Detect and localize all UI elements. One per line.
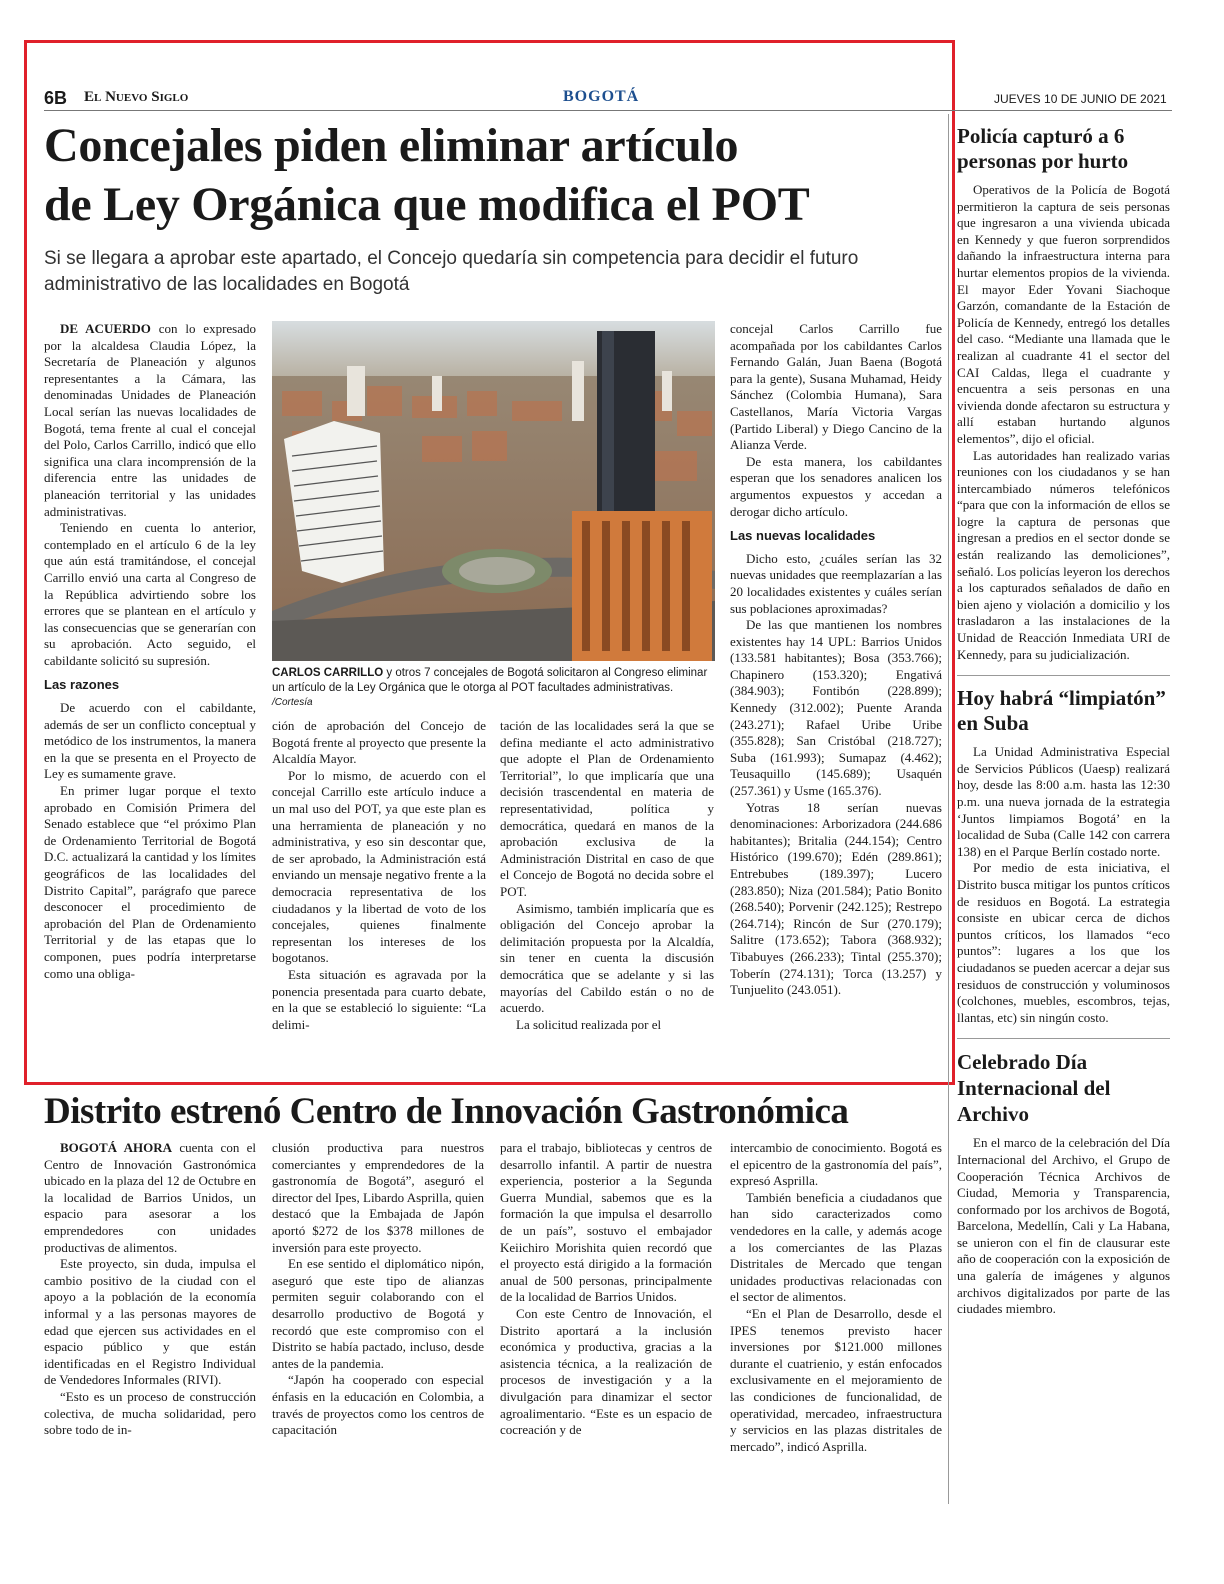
lead-word: DE ACUERDO [60,321,151,336]
paragraph: De acuerdo con el cabildante, además de ser un conflicto conceptual y metódico de los instrumentos, la manera en la que se presenta en el Proyecto de Ley es sumamente grave. [44,700,256,782]
header-rule [44,110,1172,111]
main-col-4 [730,321,942,999]
sidebar-headline-limpiaton: Hoy habrá “limpiatón” en Suba [957,686,1166,736]
city-aerial-image [272,321,715,661]
paragraph: Operativos de la Policía de Bogotá permitieron la captura de seis personas que ingresaron a una vivienda ubicada en Kennedy y que fueron sorprendidos dañando la infraestructura interna para hurtar elementos propios de la vivienda. El mayor Eder Yovani Siachoque Garzón, comandante de la Estación de Policía de Kennedy, entregó los detalles del caso. “Mediante una llamada que le realizan al cuadrante 41 el sector del CAI Caldas, llega el cuadrante y encuentra a seis personas en una vivienda donde afectaron su estructura y allí estaban hurtando algunos elementos”, dijo el oficial. [957,182,1170,446]
paragraph: La Unidad Administrativa Especial de Servicios Públicos (Uaesp) realizará hoy, desde las 8:00 a.m. hasta las 12:30 p.m. una nueva jornada de la estrategia ‘Juntos limpiamos Bogotá’ en la localidad de Suba (Calle 142 con carrera 138) en el Parque Berlín costado norte. [957,744,1170,859]
sidebar-headline-policia: Policía capturó a 6 personas por hurto [957,124,1129,173]
paragraph: De esta manera, los cabildantes esperan que los senadores analicen los argumentos expuestos y accedan a derogar dicho artículo. [730,453,942,519]
paragraph: “Esto es un proceso de construcción colectiva, de mucha solidaridad, pero sobre todo de in- [44,1388,256,1438]
paragraph: De las que mantienen los nombres existentes hay 14 UPL: Barrios Unidos (133.581 habitantes); Bosa (353.766); Chapinero (153.320); Engativá (384.903); Fontibón (228.899); Kennedy (312.002); Puente Aranda (243.271); Rafael Uribe Uribe (355.828); San Cristóbal (218.727); Suba (161.993); Sumapaz (4.462); Teusaquillo (145.689); Usaquén (257.361) y Usme (165.376). [730,617,942,799]
paragraph: “En el Plan de Desarrollo, desde el IPES tenemos previsto hacer inversiones por $121.000 millones durante el cuatrienio, y están enfocados exclusivamente en el mejoramiento de las condiciones de funcionalidad, de operatividad, mercadeo, infraestructura y servicios en las plazas distritales de mercado”, indicó Asprilla. [730,1305,942,1454]
paragraph: En el marco de la celebración del Día Internacional del Archivo, el Grupo de Cooperación Técnica Archivos de Ciudad, Memoria y Transparencia, conformado por los archivos de Bogotá, Barcelona, Medellín, Cali y La Habana, se unieron con el fin de clausurar este año de cooperación con la exposición de una galería de imágenes y algunos archivos digitalizados por parte de las ciudades miembro. [957,1135,1170,1317]
paragraph: La solicitud realizada por el [516,1016,662,1032]
paragraph: Esta situación es agravada por la ponencia presentada para cuarto debate, en la que se estableció lo siguiente: “La delimi- [272,966,486,1032]
article-photo [272,321,715,661]
paragraph: DE ACUERDO con lo expresado por la alcaldesa Claudia López, la Secretaría de Planeación y algunos representantes a la Cámara, las denominadas Unidades de Planeación Local serían las nuevas localidades de Bogotá, tema frente al cual el concejal del Polo, Carlos Carrillo, indicó que ello significa una clara incomprensión de la diferencia entre las unidades de planeación territorial y las unidades administrativas. [44,321,256,519]
main-headline [44,116,944,234]
main-headline-line1: Concejales piden eliminar artículo [44,119,739,172]
sidebar-rule [957,675,1170,676]
newspaper-name: El Nuevo Siglo [84,89,189,105]
paragraph: Este proyecto, sin duda, impulsa el cambio positivo de la ciudad con el apoyo a la población de la economía informal y a las personas mayores de edad que ejercen sus actividades en el espacio público y que están identificadas en el Registro Individual de Vendedores Informales (RIVI). [44,1256,256,1388]
paragraph: En ese sentido el diplomático nipón, aseguró que este tipo de alianzas permiten seguir colaborando con el desarrollo productivo de Bogotá y recordó que este compromiso con el Distrito se había pactado, incluso, desde antes de la pandemia. [272,1256,484,1371]
paragraph: Dicho esto, ¿cuáles serían las 32 nuevas unidades que reemplazarían a las 20 localidades existentes y cuáles serían sus poblaciones aproximadas? [730,550,942,616]
subhead-nuevas-localidades: Las nuevas localidades [730,528,876,544]
sidebar-story-limpiaton [957,744,1170,1026]
paragraph: “Japón ha cooperado con especial énfasis en la educación en Colombia, a través de proyectos como los centros de capacitación [272,1372,484,1438]
paragraph: BOGOTÁ AHORA cuenta con el Centro de Innovación Gastronómica ubicado en la plaza del 12 de Octubre en la localidad de Barrios Unidos, un espacio para asesorar a los emprendedores con unidades productivas de alimentos. [44,1140,256,1255]
photo-caption: CARLOS CARRILLO y otros 7 concejales de Bogotá solicitaron al Congreso eliminar un artículo de la Ley Orgánica que le otorga al POT facultades administrativas. /Cortesía [272,667,708,708]
paragraph: tación de las localidades será la que se defina mediante el acto administrativo que adopte el Plan de Ordenamiento Territorial”, lo que implicaría que una decisión trascendental en materia de representatividad, política y democrática, quedará en manos de la aprobación exclusiva de la Administración Distrital en caso de que el Concejo de Bogotá no decida sobre el POT. [500,718,714,899]
paragraph: En primer lugar porque el texto aprobado en Comisión Primera del Senado establece que “el próximo Plan de Ordenamiento Territorial de Bogotá D.C. actualizará la cantidad y los límites geográficos de las localidades del Distrito Capital”, parágrafo que parece desconocer el procedimiento de aprobación del Plan de Ordenamiento Territorial y de las etapas que lo componen, pues podría interpretarse como una obliga- [44,783,256,981]
paragraph: Por lo mismo, de acuerdo con el concejal Carrillo este artículo induce a un mal uso del POT, ya que este plan es una herramienta de planeación y no administrativa, y eso sin descontar que, de ser aprobado, la Administración está enviando un mensaje negativo frente a la democracia representativa de los ciudadanos y la libertad de voto de los concejales, quienes finalmente representan los intereses de los bogotanos. [272,767,486,966]
main-col-2 [272,718,486,1033]
sidebar-story-archivo [957,1135,1170,1318]
main-col-1 [44,321,256,982]
paragraph: Yotras 18 serían nuevas denominaciones: Arborizadora (244.686 habitantes); Britalia (244.154); Centro Histórico (199.670); Edén (289.861); Entrebubes (189.397); Lucero (283.850); Niza (201.584); Patio Bonito (268.540); Porvenir (242.125); Restrepo (264.714); Rincón de Sur (270.179); Salitre (173.652); Tabora (368.932); Tibabuyes (266.233); Tintal (255.370); Toberín (274.131); Torca (13.257) y Tunjuelito (243.051). [730,799,942,998]
main-headline-line2: de Ley Orgánica que modifica el POT [44,178,810,231]
sidebar-divider [948,114,949,1504]
sidebar [957,124,1170,1318]
gastro-col-3 [500,1140,712,1439]
paragraph: para el trabajo, bibliotecas y centros de desarrollo infantil. A partir de nuestra experiencia, posterior a la Segunda Guerra Mundial, sabemos que es la formación la que impulsa el desarrollo de un país”, sostuvo el embajador Keiichiro Morishita quien recordó que el proyecto está dirigido a la formación anual de 500 personas, principalmente de la localidad de Barrios Unidos. [500,1140,712,1305]
gastro-headline: Distrito estrenó Centro de Innovación Gastronómica [44,1091,849,1132]
issue-date: JUEVES 10 DE JUNIO DE 2021 [994,92,1167,106]
main-col-3 [500,718,714,1033]
sidebar-headline-archivo: Celebrado Día Internacional del Archivo [957,1050,1111,1127]
paragraph: También beneficia a ciudadanos que han sido caracterizados como vendedores en la calle, y además acoge a los comerciantes de las Plazas Distritales de Mercado que tengan unidades productivas relacionadas con el sector de alimentos. [730,1189,942,1305]
paragraph: concejal Carlos Carrillo fue acompañada por los cabildantes Carlos Fernando Galán, Juan Baena (Bogotá para la gente), Susana Muhamad, Heidy Sánchez (Colombia Humana), Sara Castellanos, María Victoria Vargas (Partido Liberal) y Diego Cancino de la Alianza Verde. [730,321,942,453]
gastro-col-1 [44,1140,256,1439]
photo-credit: /Cortesía [272,697,313,708]
lead-word: BOGOTÁ AHORA [60,1140,173,1155]
paragraph: clusión productiva para nuestros comerciantes y emprendedores de la gastronomía de Bogotá”, aseguró el director del Ipes, Libardo Asprilla, quien destacó que la Embajada de Japón aportó $272 de los $378 millones de inversión para este proyecto. [272,1140,484,1255]
paragraph: ción de aprobación del Concejo de Bogotá frente al proyecto que presente la Alcaldía Mayor. [272,718,486,767]
paragraph: intercambio de conocimiento. Bogotá es el epicentro de la gastronomía del país”, expresó Asprilla. [730,1140,942,1189]
caption-name: CARLOS CARRILLO [272,667,384,679]
subhead-razones: Las razones [44,677,120,693]
paragraph: Con este Centro de Innovación, el Distrito aportará a la inclusión económica y productiva, gracias a la asistencia técnica, a la realización de procesos de investigación y a la divulgación para dinamizar el sector agroalimentario. “Este es un espacio de cocreación y de [500,1305,712,1438]
paragraph: Por medio de esta iniciativa, el Distrito busca mitigar los puntos críticos de residuos en Bogotá. La estrategia consiste en ubicar cerca de dichos puntos críticos, los llamados “eco puntos”: lugares a los que los ciudadanos se pueden acercar a dejar sus residuos de construcción y voluminosos (colchones, muebles, escombros, tejas, llantas, etc) sin ningún costo. [957,860,1170,1025]
paragraph: Asimismo, también implicaría que es obligación del Concejo aprobar la delimitación propuesta por la Alcaldía, sin tener en cuenta la discusión democrática que se adelante y si las mayorías del Cabildo están o no de acuerdo. [500,900,714,1016]
page-number: 6B [44,88,68,108]
gastro-col-2 [272,1140,484,1439]
gastro-col-4 [730,1140,942,1455]
sidebar-story-policia [957,182,1170,663]
section-label: BOGOTÁ [563,88,640,105]
paragraph: Teniendo en cuenta lo anterior, contemplado en el artículo 6 de la ley que aún está tramitándose, el concejal Carrillo envió una carta al Congreso de la República advirtiendo sobre los errores que se plantean en el artículo y las consecuencias que se generarían con su aprobación. Acto seguido, el cabildante solicitó su supresión. [44,520,256,668]
sidebar-rule [957,1038,1170,1039]
main-deck: Si se llegara a aprobar este apartado, el Concejo quedaría sin competencia para decidir el futuro administrativo de las localidades en Bogotá [44,248,859,295]
paragraph: Las autoridades han realizado varias reuniones con los ciudadanos y se han intercambiado números telefónicos “para que con la información de ellos se logre la captura de personas que ingresan a predios en el sector donde se están realizando las demoliciones”, señaló. Los policías leyeron los derechos a los capturados señalados de daño en bien ajeno y violación a domicilio y los trasladaron a las instalaciones de la Unidad de Reacción Inmediata URI de Kennedy, para su judicialización. [957,447,1170,662]
